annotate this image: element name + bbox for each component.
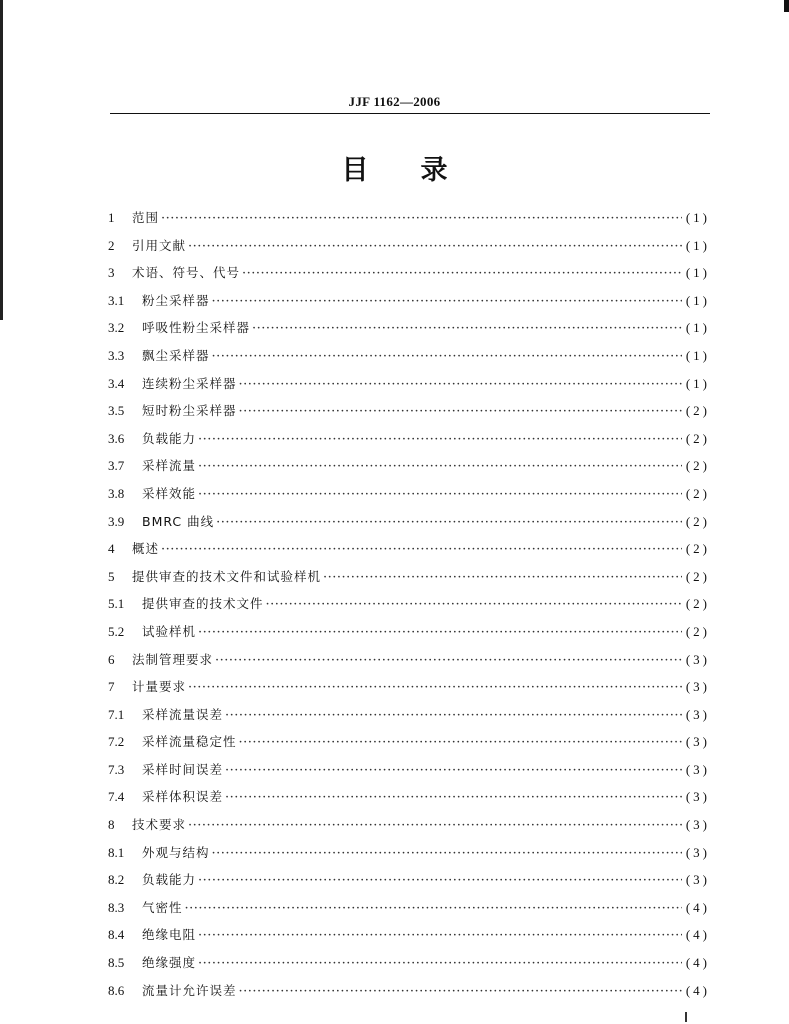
toc-entry-label: 呼吸性粉尘采样器 — [142, 320, 251, 336]
toc-entry-page: (3) — [685, 872, 710, 888]
toc-leader-dots — [225, 790, 682, 805]
toc-entry — [108, 843, 710, 871]
toc-entry-number: 8.5 — [108, 955, 125, 971]
toc-leader-dots — [198, 625, 682, 640]
toc-entry-number: 3.1 — [108, 292, 125, 308]
toc-entry-page: (4) — [685, 982, 710, 998]
toc-entry-label: 绝缘强度 — [142, 955, 197, 971]
toc-entry-page: (3) — [685, 817, 710, 833]
toc-entry-page: (1) — [685, 237, 710, 253]
toc-entry-number: 3.2 — [108, 320, 125, 336]
toc-leader-dots — [198, 873, 682, 888]
toc-entry — [108, 705, 710, 733]
toc-leader-dots — [323, 570, 682, 585]
toc-entry — [108, 401, 710, 429]
toc-leader-dots — [239, 404, 682, 419]
toc-entry-page: (2) — [685, 403, 710, 419]
toc-entry-page: (1) — [685, 347, 710, 363]
toc-entry-page: (1) — [685, 210, 710, 225]
scan-corner-mark — [784, 0, 789, 12]
toc-entry — [108, 429, 710, 457]
toc-entry-page: (3) — [685, 734, 710, 750]
toc-entry-number: 3.5 — [108, 403, 125, 419]
toc-entry-number: 2 — [108, 237, 115, 253]
toc-entry-label: 引用文献 — [132, 237, 187, 253]
toc-entry — [108, 677, 710, 705]
toc-entry-page: (3) — [685, 651, 710, 667]
toc-entry-label: 概述 — [132, 541, 160, 557]
toc-entry-number: 8.4 — [108, 927, 125, 943]
toc-entry — [108, 512, 710, 540]
toc-entry — [108, 346, 710, 374]
toc-entry-label: 试验样机 — [142, 623, 197, 639]
toc-leader-dots — [225, 708, 682, 723]
toc-entry-number: 7.1 — [108, 706, 125, 722]
toc-entry — [108, 456, 710, 484]
toc-leader-dots — [198, 432, 682, 447]
toc-entry-page: (2) — [685, 623, 710, 639]
toc-entry-page: (3) — [685, 761, 710, 777]
toc-entry — [108, 594, 710, 622]
toc-entry — [108, 318, 710, 346]
toc-leader-dots — [212, 846, 682, 861]
toc-leader-dots — [242, 266, 682, 281]
toc-entry-page: (4) — [685, 899, 710, 915]
toc-leader-dots — [266, 597, 682, 612]
toc-entry — [108, 787, 710, 815]
toc-entry-page: (2) — [685, 458, 710, 474]
toc-entry-number: 3.3 — [108, 347, 125, 363]
toc-entry-number: 7.3 — [108, 761, 125, 777]
toc-entry — [108, 567, 710, 595]
toc-leader-dots — [188, 680, 682, 695]
toc-entry — [108, 981, 710, 1009]
toc-entry — [108, 236, 710, 264]
toc-leader-dots — [225, 763, 682, 778]
toc-entry-number: 3.8 — [108, 485, 125, 501]
toc-entry-label: 法制管理要求 — [132, 651, 214, 667]
toc-leader-dots — [161, 542, 682, 557]
toc-entry-label: 采样流量稳定性 — [142, 734, 237, 750]
toc-entry — [108, 484, 710, 512]
toc-entry-number: 8.3 — [108, 899, 125, 915]
toc-leader-dots — [239, 735, 682, 750]
toc-leader-dots — [185, 901, 682, 916]
toc-leader-dots — [215, 653, 682, 668]
toc-leader-dots — [198, 956, 682, 971]
toc-entry-label: 采样体积误差 — [142, 789, 224, 805]
toc-entry-page: (4) — [685, 955, 710, 971]
toc-entry-label: BMRC 曲线 — [142, 513, 215, 529]
toc-entry-label: 飘尘采样器 — [142, 347, 210, 363]
toc-entry-page: (1) — [685, 265, 710, 281]
toc-entry — [108, 925, 710, 953]
toc-leader-dots — [212, 349, 682, 364]
toc-entry-number: 5.2 — [108, 623, 125, 639]
toc-entry-page: (1) — [685, 375, 710, 391]
toc-entry-number: 3 — [108, 265, 115, 281]
toc-entry-page: (2) — [685, 596, 710, 612]
toc-entry-label: 采样流量 — [142, 458, 197, 474]
toc-entry-label: 采样效能 — [142, 485, 197, 501]
toc-entry-page: (3) — [685, 789, 710, 805]
toc-entry-label: 连续粉尘采样器 — [142, 375, 237, 391]
toc-leader-dots — [239, 377, 682, 392]
toc-entry-page: (2) — [685, 568, 710, 584]
toc-entry-page: (2) — [685, 541, 710, 557]
toc-entry — [108, 732, 710, 760]
toc-entry — [108, 208, 710, 236]
toc-entry-number: 7 — [108, 679, 115, 695]
toc-entry-label: 绝缘电阻 — [142, 927, 197, 943]
toc-entry-number: 1 — [108, 210, 115, 225]
toc-entry-label: 术语、符号、代号 — [132, 265, 241, 281]
toc-entry-label: 气密性 — [142, 899, 183, 915]
scan-bottom-mark — [685, 1012, 687, 1022]
toc-entry-number: 8.2 — [108, 872, 125, 888]
toc-leader-dots — [198, 928, 682, 943]
toc-entry-label: 采样流量误差 — [142, 706, 224, 722]
toc-entry-number: 3.7 — [108, 458, 125, 474]
toc-entry-number: 3.9 — [108, 513, 125, 529]
toc-entry-number: 7.2 — [108, 734, 125, 750]
toc-leader-dots — [188, 818, 682, 833]
toc-entry-label: 技术要求 — [132, 817, 187, 833]
toc-entry — [108, 650, 710, 678]
toc-entry-number: 3.6 — [108, 430, 125, 446]
toc-entry-page: (1) — [685, 292, 710, 308]
toc-entry-label: 计量要求 — [132, 679, 187, 695]
toc-entry-label: 短时粉尘采样器 — [142, 403, 237, 419]
toc-leader-dots — [212, 294, 682, 309]
toc-entry-label: 负载能力 — [142, 872, 197, 888]
toc-entry — [108, 870, 710, 898]
toc-entry-label: 提供审查的技术文件和试验样机 — [132, 568, 322, 584]
toc-entry-page: (2) — [685, 485, 710, 501]
toc-entry-number: 5 — [108, 568, 115, 584]
toc-entry-page: (2) — [685, 430, 710, 446]
toc-entry — [108, 263, 710, 291]
toc-entry — [108, 291, 710, 319]
table-of-contents — [108, 208, 710, 1008]
toc-entry-label: 提供审查的技术文件 — [142, 596, 264, 612]
toc-entry-label: 采样时间误差 — [142, 761, 224, 777]
toc-leader-dots — [198, 487, 682, 502]
toc-entry-label: 范围 — [132, 210, 160, 225]
document-code: JJF 1162—2006 — [348, 94, 441, 109]
toc-entry-page: (2) — [685, 513, 710, 529]
page-title: 目录 — [341, 155, 500, 186]
toc-entry-number: 6 — [108, 651, 115, 667]
toc-entry-number: 7.4 — [108, 789, 125, 805]
toc-leader-dots — [188, 239, 682, 254]
toc-entry-page: (3) — [685, 706, 710, 722]
toc-entry — [108, 374, 710, 402]
toc-entry-page: (1) — [685, 320, 710, 336]
toc-entry — [108, 815, 710, 843]
toc-entry-label: 负载能力 — [142, 430, 197, 446]
toc-leader-dots — [198, 459, 682, 474]
toc-entry-label: 流量计允许误差 — [142, 982, 237, 998]
toc-entry — [108, 622, 710, 650]
toc-entry-label: 外观与结构 — [142, 844, 210, 860]
toc-entry-number: 8 — [108, 817, 115, 833]
toc-entry-number: 5.1 — [108, 596, 125, 612]
toc-entry — [108, 898, 710, 926]
toc-entry-page: (3) — [685, 844, 710, 860]
toc-entry-number: 8.1 — [108, 844, 125, 860]
toc-entry-page: (4) — [685, 927, 710, 943]
header-divider — [110, 113, 710, 114]
toc-entry — [108, 539, 710, 567]
toc-entry-label: 粉尘采样器 — [142, 292, 210, 308]
toc-entry — [108, 760, 710, 788]
toc-entry-number: 4 — [108, 541, 115, 557]
toc-entry-number: 3.4 — [108, 375, 125, 391]
toc-leader-dots — [216, 515, 682, 530]
toc-leader-dots — [239, 984, 682, 999]
toc-leader-dots — [252, 321, 682, 336]
toc-entry-page: (3) — [685, 679, 710, 695]
toc-entry-number: 8.6 — [108, 982, 125, 998]
toc-entry — [108, 953, 710, 981]
toc-leader-dots — [161, 211, 682, 226]
